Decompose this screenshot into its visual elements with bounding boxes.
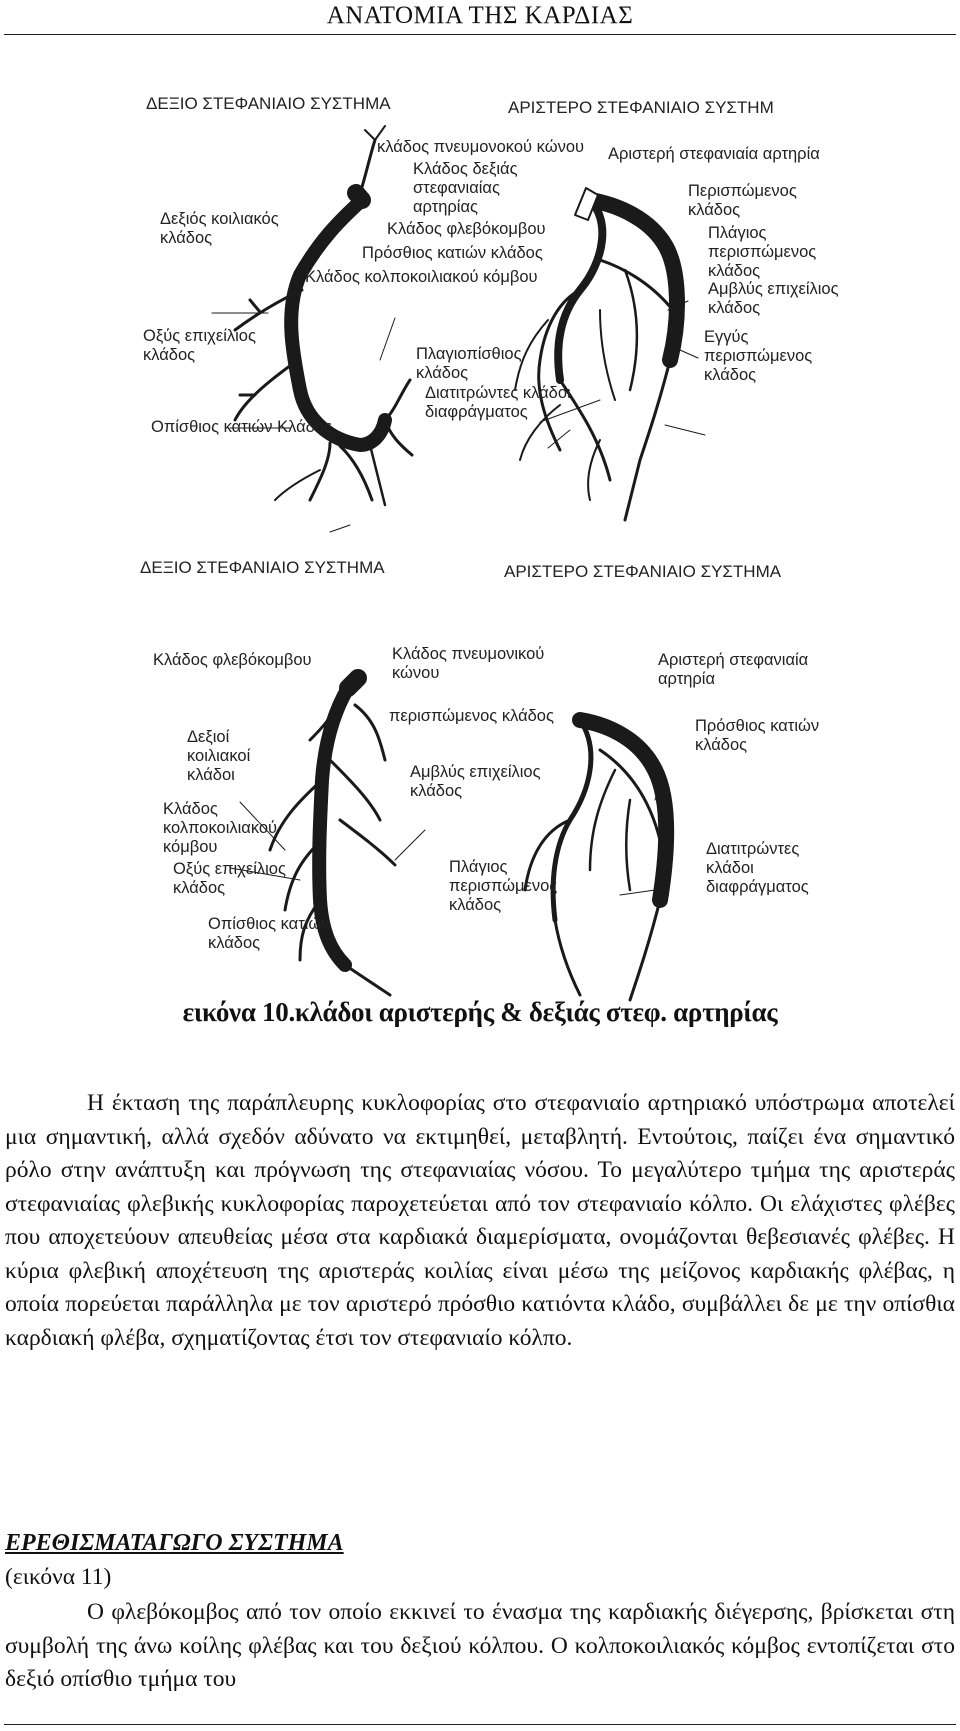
bottom-label-2: Κλάδος πνευμονικού κώνου [392, 645, 545, 682]
bottom-label-6: Κλάδος κολποκοιλιακού κόμβου [163, 800, 278, 856]
top-left-system-title: ΑΡΙΣΤΕΡΟ ΣΤΕΦΑΝΙΑΙΟ ΣΥΣΤΗΜ [508, 98, 774, 117]
bottom-label-5: Αμβλύς επιχείλιος κλάδος [410, 763, 541, 800]
bottom-label-1: Κλάδος φλεβόκομβου [153, 651, 312, 669]
top-label-5: Κλάδος κολποκοιλιακού κόμβου [305, 268, 538, 286]
bottom-label-11: Πρόσθιος κατιών κλάδος [695, 717, 820, 754]
bottom-label-10: Αριστερή στεφανιαία αρτηρία [658, 651, 809, 688]
top-right-system-title: ΔΕΞΙΟ ΣΤΕΦΑΝΙΑΙΟ ΣΥΣΤΗΜΑ [146, 94, 391, 113]
top-label-14: Αμβλύς επιχείλιος κλάδος [708, 280, 839, 317]
bottom-label-12: Διατιτρώντες κλάδοι διαφράγματος [706, 840, 809, 896]
paragraph-1-text: Η έκταση της παράπλευρης κυκλοφορίας στο στεφανιαίο αρτηριακό υπόστρωμα αποτελεί μια σημαντική, αλλά σχεδόν αδύνατο να εκτιμηθεί, μεταβλητή. Εντούτοις, παίζει ένα σημαντικό ρόλο στην ανάπτυξη και πρόγνωση της στεφανιαίας νόσου. Το μεγαλύτερο τμήμα της αριστεράς στεφανιαίας φλεβικής κυκλοφορίας παροχετεύεται από τον στεφανιαίο κόλπο. Οι ελάχιστες φλέβες που αποχετεύουν απευθείας μέσα στα καρδιακά διαμερίσματα, ονομάζονται θεβεσιανές φλέβες. Η κύρια φλεβική αποχέτευση της αριστεράς κοιλίας είναι μέσω της μείζονος καρδιακής φλέβας, η οποία πορεύεται παράλληλα με τον αριστερό πρόσθιο κατιόντα κλάδο, συμβάλλει δε με την οπίσθια καρδιακή φλέβα, σχηματίζοντας έτσι τον στεφανιαίο κόλπο. [5, 1090, 955, 1351]
top-label-1: κλάδος πνευμονοκού κώνου [377, 138, 585, 156]
figure-caption: εικόνα 10.κλάδοι αριστερής & δεξιάς στεφ. αρτηρίας [182, 997, 778, 1027]
lca-trunk-bottom [580, 720, 666, 900]
top-label-12: Περισπώμενος κλάδος [688, 182, 797, 219]
coronary-figure [0, 60, 960, 1040]
top-label-2: Κλάδος δεξιάς στεφανιαίας αρτηρίας [413, 160, 518, 216]
top-label-15: Εγγύς περισπώμενος κλάδος [704, 328, 813, 384]
section-heading: ΕΡΕΘΙΣΜΑΤΑΓΩΓΟ ΣΥΣΤΗΜΑ [5, 1530, 344, 1556]
top-label-3: Κλάδος φλεβόκομβου [387, 220, 546, 238]
body-paragraph-2: Ο φλεβόκομβος από τον οποίο εκκινεί το ένασμα της καρδιακής διέγερσης, βρίσκεται στη συμβολή της άνω κοίλης φλέβας και του δεξιού κόλπου. Ο κολποκοιλιακός κόμβος εντοπίζεται στο δεξιό οπίσθιο τμήμα του [5, 1599, 955, 1692]
bottom-label-9: Πλάγιος περισπώμενος κλάδος [449, 858, 558, 914]
top-label-9: Πλαγιοπίσθιος κλάδος [416, 345, 522, 382]
header-rule [4, 34, 956, 35]
bottom-right-system-title: ΔΕΞΙΟ ΣΤΕΦΑΝΙΑΙΟ ΣΥΣΤΗΜΑ [140, 558, 385, 577]
page-header [0, 0, 960, 36]
bottom-label-7: Οξύς επιχείλιος κλάδος [173, 860, 286, 897]
bottom-label-8: Οπίσθιος κατιών κλάδος [208, 915, 330, 952]
bottom-left-system-title: ΑΡΙΣΤΕΡΟ ΣΤΕΦΑΝΙΑΙΟ ΣΥΣΤΗΜΑ [504, 562, 782, 581]
figure-reference: (εικόνα 11) [5, 1564, 112, 1590]
top-label-4: Πρόσθιος κατιών κλάδος [362, 244, 543, 262]
page-title: ΑΝΑΤΟΜΙΑ ΤΗΣ ΚΑΡΔΙΑΣ [326, 2, 634, 29]
bottom-label-4: Δεξιοί κοιλιακοί κλάδοι [187, 728, 251, 784]
footer-rule [4, 1724, 956, 1725]
top-label-8: Οπίσθιος κατιών Κλάδος [151, 418, 332, 436]
top-label-10: Διατιτρώντες κλάδοι διαφράγματος [425, 384, 571, 421]
top-label-7: Οξύς επιχείλιος κλάδος [143, 327, 256, 364]
body-paragraph-1 [5, 1087, 955, 1355]
rca-trunk-top [291, 200, 385, 445]
top-label-11: Αριστερή στεφανιαία αρτηρία [608, 145, 820, 163]
top-label-6: Δεξιός κοιλιακός κλάδος [160, 210, 279, 247]
top-label-13: Πλάγιος περισπώμενος κλάδος [708, 224, 817, 280]
bottom-label-3: περισπώμενος κλάδος [389, 707, 554, 725]
